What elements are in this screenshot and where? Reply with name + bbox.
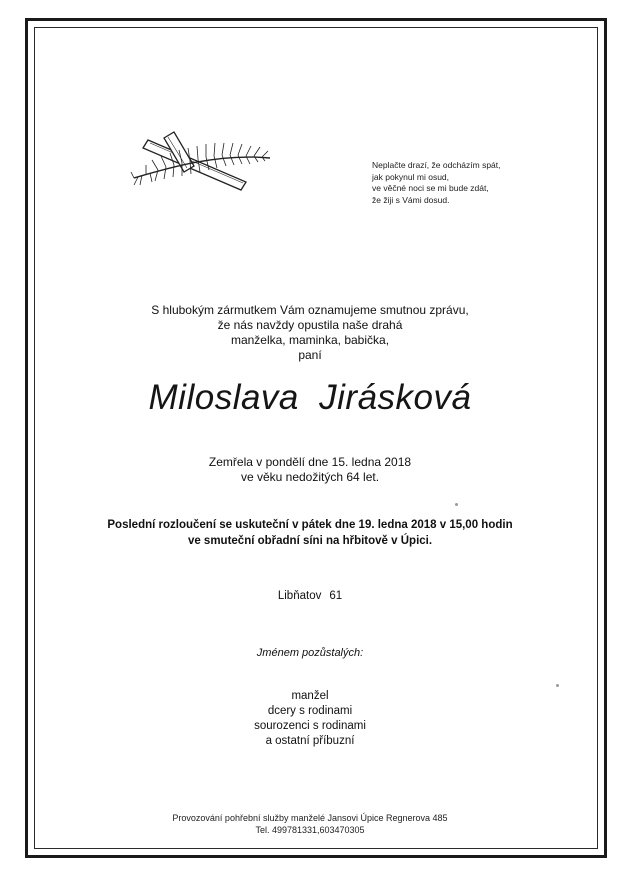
relative-item: a ostatní příbuzní (265, 735, 355, 747)
scan-speck (455, 503, 458, 506)
poem-line: jak pokynul mi osud, (372, 171, 450, 182)
poem-line: že žiji s Vámi dosud. (372, 194, 450, 205)
cross-with-palm-branch-icon (128, 128, 273, 193)
announcement-text (0, 303, 620, 363)
address-street: Libňatov (277, 590, 322, 602)
farewell-place-line: ve smuteční obřadní síni na hřbitově v Úpici. (187, 535, 433, 547)
relative-item: sourozenci s rodinami (254, 720, 366, 732)
relatives-list (0, 689, 620, 749)
poem-line: Neplačte drazí, že odcházím spát, (372, 160, 501, 170)
funeral-service-footer (0, 812, 620, 836)
announcement-line: že nás navždy opustila naše drahá (217, 318, 403, 332)
announcement-line: manželka, maminka, babička, (230, 333, 390, 347)
death-info (0, 455, 620, 485)
death-date-line: Zemřela v pondělí dne 15. ledna 2018 (208, 455, 412, 469)
deceased-first-name: Miloslava (148, 378, 299, 417)
poem (372, 160, 501, 206)
relative-item: manžel (291, 690, 329, 702)
deceased-last-name: Jirásková (319, 378, 472, 417)
funeral-service-phone: Tel. 499781331,603470305 (255, 825, 365, 835)
farewell-date-line: Poslední rozloučení se uskuteční v pátek dne 19. ledna 2018 v 15,00 hodin (107, 519, 513, 531)
farewell-info (0, 517, 620, 549)
relative-item: dcery s rodinami (267, 705, 353, 717)
address (0, 590, 620, 602)
funeral-service-company: Provozování pohřební služby manželé Jansovi Úpice Regnerova 485 (172, 813, 448, 823)
announcement-line: paní (298, 348, 322, 362)
address-number: 61 (329, 590, 343, 602)
poem-line: ve věčné noci se mi bude zdát, (372, 183, 489, 193)
deceased-name (0, 378, 620, 418)
announcement-line: S hlubokým zármutkem Vám oznamujeme smutnou zprávu, (151, 303, 469, 317)
age-line: ve věku nedožitých 64 let. (240, 470, 380, 484)
behalf-label: Jménem pozůstalých: (256, 647, 364, 659)
scan-speck (556, 684, 559, 687)
